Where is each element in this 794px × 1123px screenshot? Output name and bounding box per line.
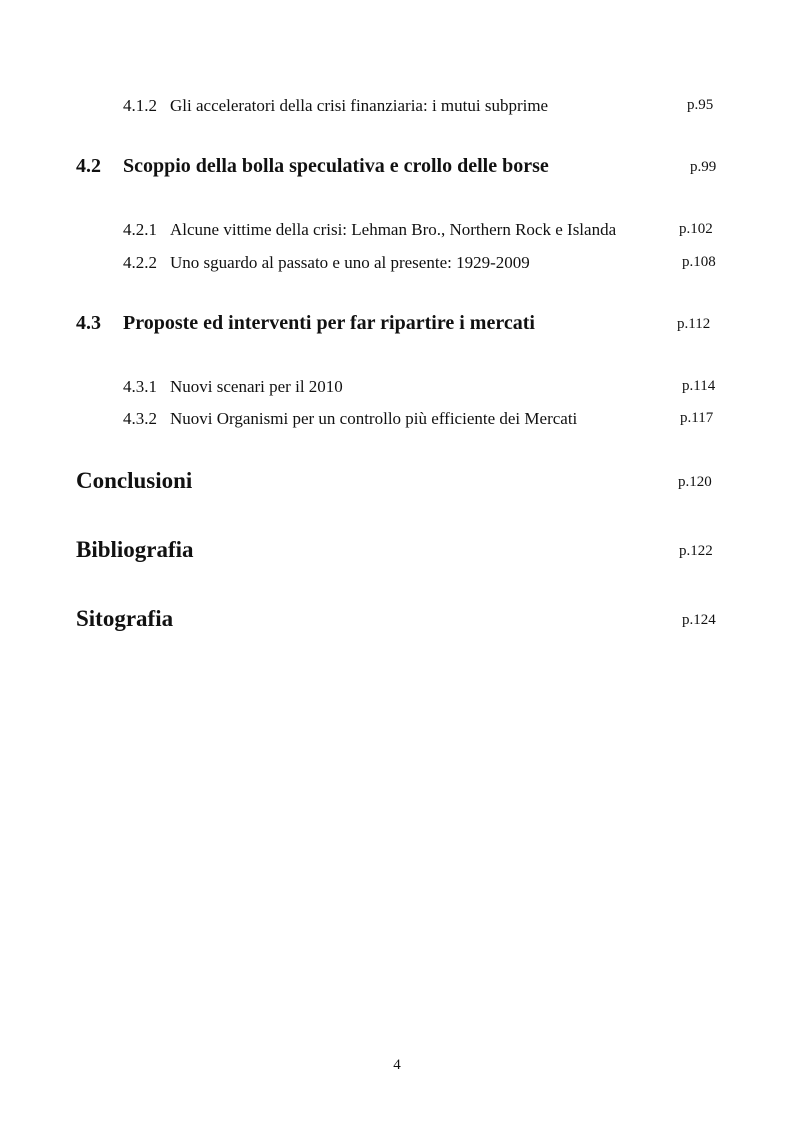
chapter-page: p.124 bbox=[682, 612, 716, 628]
chapter-title: Sitografia bbox=[76, 606, 174, 631]
page-number: 4 bbox=[393, 1057, 401, 1073]
section-number: 4.3 bbox=[76, 312, 101, 334]
entry-page: p.117 bbox=[680, 410, 714, 426]
entry-page: p.108 bbox=[682, 254, 716, 270]
section-number: 4.2 bbox=[76, 155, 101, 177]
entry-number: 4.2.2 bbox=[123, 253, 157, 272]
entry-page: p.114 bbox=[682, 378, 716, 394]
entry-title: Gli acceleratori della crisi finanziaria: i mutui subprime bbox=[170, 96, 549, 115]
entry-page: p.102 bbox=[679, 221, 713, 237]
entry-title: Nuovi scenari per il 2010 bbox=[170, 377, 343, 396]
section-title: Proposte ed interventi per far ripartire i mercati bbox=[123, 312, 535, 334]
chapter-title: Conclusioni bbox=[76, 468, 193, 493]
entry-title: Alcune vittime della crisi: Lehman Bro., Northern Rock e Islanda bbox=[170, 220, 617, 239]
entry-number: 4.3.2 bbox=[123, 409, 157, 428]
entry-page: p.95 bbox=[687, 97, 714, 113]
section-title: Scoppio della bolla speculativa e crollo delle borse bbox=[123, 155, 549, 177]
chapter-page: p.122 bbox=[679, 543, 713, 559]
chapter-page: p.120 bbox=[678, 474, 712, 490]
entry-number: 4.3.1 bbox=[123, 377, 157, 396]
chapter-title: Bibliografia bbox=[76, 537, 194, 562]
entry-number: 4.2.1 bbox=[123, 220, 157, 239]
entry-title: Uno sguardo al passato e uno al presente: 1929-2009 bbox=[170, 253, 530, 272]
section-page: p.112 bbox=[677, 316, 711, 332]
entry-title: Nuovi Organismi per un controllo più efficiente dei Mercati bbox=[170, 409, 578, 428]
entry-number: 4.1.2 bbox=[123, 96, 157, 115]
section-page: p.99 bbox=[690, 159, 717, 175]
